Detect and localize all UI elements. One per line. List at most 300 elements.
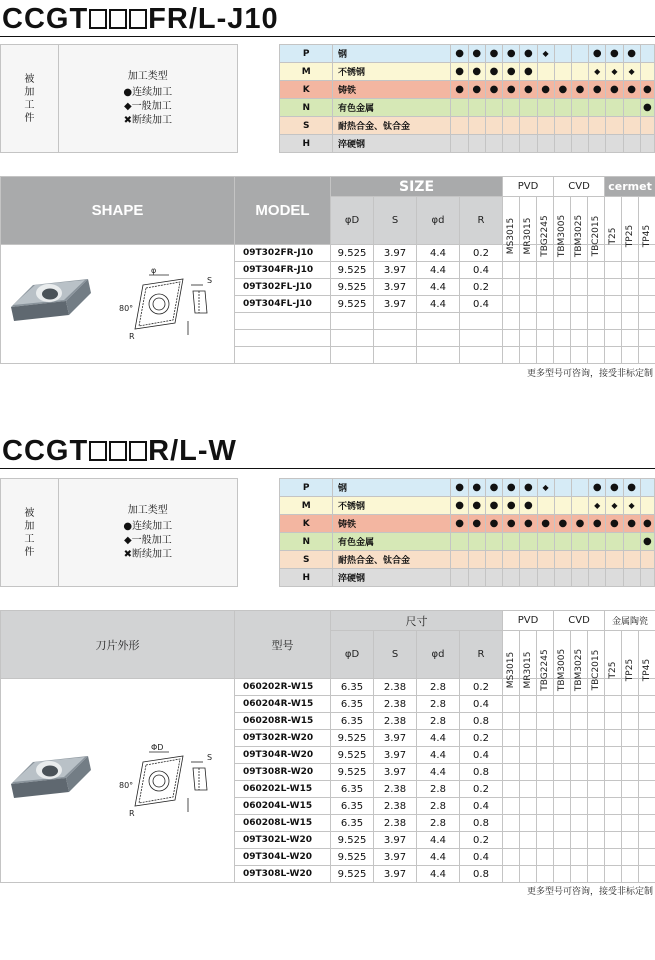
suitability-mark: ● (451, 497, 468, 515)
grade-cell (622, 781, 639, 798)
grade-cell (571, 713, 588, 730)
size-value: 4.4 (417, 764, 460, 781)
suitability-mark: ● (640, 81, 654, 99)
legend-item: ✖断续加工 (123, 114, 172, 126)
size-value: 3.97 (374, 730, 417, 747)
suitability-mark (640, 63, 654, 81)
grade-label: MR3015 (523, 651, 533, 689)
grade-label: T25 (608, 661, 619, 679)
suitability-mark (503, 569, 520, 587)
size-value: 3.97 (374, 866, 417, 883)
grade-cell (571, 279, 588, 296)
custom-note: 更多型号可咨询，接受非标定制 (526, 369, 653, 379)
grade-column-header (622, 631, 639, 682)
suitability-mark (468, 135, 485, 153)
material-code: H (280, 569, 333, 587)
grade-column-header (520, 631, 537, 689)
suitability-mark: ● (589, 479, 606, 497)
suitability-mark (537, 569, 554, 587)
model-code: 09T302FR-J10 (235, 245, 331, 262)
grade-cell (571, 781, 588, 798)
suitability-mark: ● (520, 479, 537, 497)
material-code: M (280, 63, 333, 81)
size-value: 4.4 (417, 832, 460, 849)
grade-label: TBM3005 (557, 214, 568, 258)
suitability-mark: ● (468, 81, 485, 99)
size-value: 3.97 (374, 849, 417, 866)
suitability-mark (589, 569, 606, 587)
grade-cell (588, 262, 605, 279)
size-column-header: R (460, 197, 503, 245)
suitability-mark: ● (640, 99, 654, 117)
cermet-header: 金属陶瓷 (605, 611, 655, 631)
grade-cell (605, 866, 622, 883)
material-name: 淬硬钢 (333, 569, 451, 587)
suitability-mark: ● (485, 479, 502, 497)
size-value (460, 313, 503, 330)
size-value (374, 313, 417, 330)
suitability-mark: ● (554, 81, 571, 99)
grade-cell (622, 262, 639, 279)
grade-cell (554, 832, 571, 849)
dim-label-radius: R (128, 332, 135, 341)
grade-cell (571, 330, 588, 347)
grade-column-header (605, 197, 622, 245)
grade-cell (605, 347, 622, 364)
grade-cell (605, 798, 622, 815)
shape-header: 刀片外形 (1, 611, 235, 679)
material-name: 铸铁 (333, 81, 451, 99)
size-value: 2.8 (417, 798, 460, 815)
title-box (109, 441, 127, 461)
material-row-p (1, 479, 655, 497)
size-value: 2.8 (417, 713, 460, 730)
grade-cell (588, 764, 605, 781)
title-suffix: FR/L-J10 (148, 2, 279, 35)
size-value: 6.35 (331, 713, 374, 730)
material-name: 钢 (333, 45, 451, 63)
suitability-mark (520, 533, 537, 551)
grade-cell (571, 296, 588, 313)
grade-cell (537, 347, 554, 364)
suitability-mark (571, 45, 588, 63)
suitability-mark: ◆ (537, 479, 554, 497)
grade-cell (571, 262, 588, 279)
material-code: N (280, 99, 333, 117)
suitability-mark: ● (640, 533, 654, 551)
suitability-mark (554, 99, 571, 117)
insert-shape-cell (1, 245, 235, 364)
grade-cell (537, 279, 554, 296)
grade-label: MR3015 (523, 217, 534, 255)
grade-cell (622, 730, 639, 747)
grade-cell (639, 781, 655, 798)
machining-title: 加工类型 (127, 504, 168, 516)
size-value (460, 347, 503, 364)
suitability-mark (589, 99, 606, 117)
grade-cell (588, 330, 605, 347)
suitability-mark: ● (468, 515, 485, 533)
product-table (0, 176, 655, 364)
suitability-mark (554, 135, 571, 153)
grade-cell (605, 730, 622, 747)
suitability-mark: ● (503, 479, 520, 497)
grade-cell (554, 747, 571, 764)
suitability-mark (537, 533, 554, 551)
grade-cell (605, 279, 622, 296)
suitability-mark (554, 497, 571, 515)
suitability-mark (606, 569, 623, 587)
grade-cell (639, 330, 655, 347)
grade-column-header (639, 631, 655, 682)
grade-cell (605, 296, 622, 313)
grade-column-header (537, 631, 554, 691)
grade-cell (605, 747, 622, 764)
grade-cell (503, 781, 520, 798)
size-value: 0.2 (460, 832, 503, 849)
dim-label-radius: R (128, 808, 135, 818)
grade-cell (520, 832, 537, 849)
suitability-mark: ● (485, 63, 502, 81)
grade-cell (520, 330, 537, 347)
grade-cell (588, 279, 605, 296)
grade-label: MS3015 (506, 651, 516, 689)
suitability-mark (571, 533, 588, 551)
suitability-mark (623, 117, 640, 135)
suitability-mark (606, 117, 623, 135)
suitability-mark (503, 533, 520, 551)
suitability-mark (589, 135, 606, 153)
material-name: 有色金属 (333, 533, 451, 551)
suitability-mark (571, 569, 588, 587)
title-prefix: CCGT (2, 2, 89, 35)
suitability-mark (451, 99, 468, 117)
grade-label: TBG2245 (540, 215, 551, 257)
size-value: 0.2 (460, 245, 503, 262)
grade-cell (520, 764, 537, 781)
grade-cell (520, 713, 537, 730)
size-value: 2.38 (374, 696, 417, 713)
model-code: 09T304L-W20 (235, 849, 331, 866)
suitability-mark (537, 135, 554, 153)
suitability-mark (503, 551, 520, 569)
suitability-mark: ● (451, 45, 468, 63)
cvd-header: CVD (554, 611, 605, 631)
grade-cell (622, 815, 639, 832)
grade-label: TBM3005 (557, 648, 568, 692)
cvd-header: CVD (554, 177, 605, 197)
suitability-mark: ● (468, 63, 485, 81)
suitability-mark: ● (503, 497, 520, 515)
material-table (0, 44, 655, 153)
size-value: 3.97 (374, 747, 417, 764)
suitability-mark (485, 99, 502, 117)
suitability-mark (451, 135, 468, 153)
size-value: 4.4 (417, 730, 460, 747)
grade-cell (554, 713, 571, 730)
grade-cell (537, 781, 554, 798)
size-value: 6.35 (331, 696, 374, 713)
suitability-mark (520, 551, 537, 569)
suitability-mark (485, 117, 502, 135)
grade-cell (554, 798, 571, 815)
title-prefix: CCGT (2, 434, 89, 467)
suitability-mark: ● (485, 497, 502, 515)
suitability-mark (571, 551, 588, 569)
size-value (374, 330, 417, 347)
suitability-mark (589, 533, 606, 551)
grade-cell (639, 815, 655, 832)
legend-item: ✖断续加工 (123, 548, 172, 560)
suitability-mark: ● (468, 45, 485, 63)
grade-cell (520, 798, 537, 815)
product-table (0, 610, 655, 883)
grade-cell (639, 730, 655, 747)
grade-cell (588, 296, 605, 313)
grade-cell (503, 347, 520, 364)
grade-label: TBM3025 (574, 214, 585, 258)
suitability-mark (468, 551, 485, 569)
grade-cell (554, 296, 571, 313)
size-value: 2.8 (417, 696, 460, 713)
grade-label: TP25 (625, 224, 636, 248)
model-code: 09T304R-W20 (235, 747, 331, 764)
grade-cell (571, 866, 588, 883)
material-name: 耐热合金、钛合金 (333, 117, 451, 135)
grade-cell (639, 747, 655, 764)
suitability-mark: ● (503, 515, 520, 533)
suitability-mark: ● (571, 515, 588, 533)
size-value: 3.97 (374, 279, 417, 296)
grade-cell (639, 798, 655, 815)
size-value: 0.2 (460, 679, 503, 696)
table-gap (237, 479, 280, 587)
model-code: 060202L-W15 (235, 781, 331, 798)
size-value: 9.525 (331, 866, 374, 883)
grade-cell (537, 815, 554, 832)
model-code: 060208R-W15 (235, 713, 331, 730)
grade-cell (554, 849, 571, 866)
size-header: SIZE (331, 177, 503, 197)
grade-cell (588, 832, 605, 849)
grade-cell (503, 279, 520, 296)
size-column-header: φD (331, 197, 374, 245)
custom-note: 更多型号可咨询，接受非标定制 (526, 887, 653, 897)
material-name: 钢 (333, 479, 451, 497)
grade-cell (520, 313, 537, 330)
insert-photo (11, 756, 91, 798)
suitability-mark (451, 533, 468, 551)
suitability-mark (571, 99, 588, 117)
suitability-mark (537, 551, 554, 569)
suitability-mark (520, 569, 537, 587)
grade-cell (639, 866, 655, 883)
grade-cell (520, 849, 537, 866)
grade-cell (520, 866, 537, 883)
grade-label: TP45 (642, 224, 653, 248)
grade-cell (588, 347, 605, 364)
suitability-mark (485, 569, 502, 587)
grade-cell (605, 313, 622, 330)
size-value: 4.4 (417, 866, 460, 883)
grade-cell (571, 815, 588, 832)
suitability-mark (537, 117, 554, 135)
grade-label: TBM3025 (574, 648, 585, 692)
size-value (417, 347, 460, 364)
size-value: 2.38 (374, 679, 417, 696)
suitability-mark: ◆ (589, 497, 606, 515)
size-value: 9.525 (331, 764, 374, 781)
legend-item: ●连续加工 (123, 520, 173, 532)
grade-cell (503, 262, 520, 279)
suitability-mark (623, 135, 640, 153)
grade-cell (571, 696, 588, 713)
suitability-mark (468, 99, 485, 117)
grade-cell (520, 296, 537, 313)
suitability-mark: ● (623, 479, 640, 497)
size-value: 0.8 (460, 815, 503, 832)
suitability-mark (606, 533, 623, 551)
size-value: 0.2 (460, 781, 503, 798)
size-header: 尺寸 (331, 611, 503, 631)
suitability-mark (589, 117, 606, 135)
grade-cell (503, 764, 520, 781)
grade-cell (639, 832, 655, 849)
grade-label: TP25 (625, 658, 636, 682)
title-rule (0, 468, 655, 469)
size-value: 9.525 (331, 747, 374, 764)
product-rows (1, 679, 655, 883)
model-code: 09T308L-W20 (235, 866, 331, 883)
suitability-mark: ● (503, 45, 520, 63)
grade-column-header (588, 197, 605, 257)
grade-cell (554, 313, 571, 330)
grade-cell (622, 764, 639, 781)
suitability-mark: ● (606, 515, 623, 533)
grade-cell (503, 330, 520, 347)
grade-cell (554, 764, 571, 781)
material-code: K (280, 515, 333, 533)
suitability-mark (485, 533, 502, 551)
machining-legend (58, 479, 237, 587)
size-value: 2.8 (417, 815, 460, 832)
suitability-mark (503, 135, 520, 153)
model-code (235, 330, 331, 347)
grade-cell (520, 262, 537, 279)
suitability-mark (537, 63, 554, 81)
suitability-mark (554, 479, 571, 497)
suitability-mark: ● (520, 515, 537, 533)
grade-cell (571, 347, 588, 364)
size-value (460, 330, 503, 347)
grade-column-header (605, 631, 622, 679)
suitability-mark: ● (520, 63, 537, 81)
size-value: 0.4 (460, 296, 503, 313)
grade-cell (503, 696, 520, 713)
grade-cell (639, 313, 655, 330)
grade-cell (520, 730, 537, 747)
title-suffix: R/L-W (148, 434, 237, 467)
material-code: S (280, 117, 333, 135)
legend-item: ◆一般加工 (123, 100, 172, 112)
dim-label-thickness: S (206, 752, 212, 762)
workpiece-label: 被 加 工 件 (1, 479, 59, 587)
grade-cell (639, 347, 655, 364)
dim-label-thickness: S (206, 276, 212, 285)
grade-cell (571, 849, 588, 866)
model-header: 型号 (235, 611, 331, 679)
suitability-mark: ● (640, 515, 654, 533)
suitability-mark: ● (571, 81, 588, 99)
size-value: 0.4 (460, 849, 503, 866)
size-column-header: φd (417, 197, 460, 245)
size-value: 4.4 (417, 245, 460, 262)
grade-cell (571, 798, 588, 815)
size-value (417, 313, 460, 330)
size-column-header: φD (331, 631, 374, 679)
grade-cell (571, 313, 588, 330)
suitability-mark (485, 551, 502, 569)
size-column-header: R (460, 631, 503, 679)
suitability-mark: ● (623, 515, 640, 533)
section-ccgt-r-l-w (0, 432, 655, 902)
suitability-mark (623, 569, 640, 587)
machining-title: 加工类型 (127, 70, 168, 82)
grade-cell (554, 279, 571, 296)
suitability-mark: ● (451, 479, 468, 497)
grade-cell (588, 313, 605, 330)
suitability-mark (485, 135, 502, 153)
size-value: 0.8 (460, 866, 503, 883)
suitability-mark (451, 569, 468, 587)
size-value: 3.97 (374, 262, 417, 279)
grade-label: MS3015 (506, 217, 517, 255)
size-column-header: φd (417, 631, 460, 679)
size-value: 2.8 (417, 781, 460, 798)
suitability-mark (503, 117, 520, 135)
grade-column-header (503, 197, 520, 255)
grade-cell (639, 279, 655, 296)
suitability-mark: ● (485, 515, 502, 533)
suitability-mark: ● (503, 63, 520, 81)
suitability-mark: ● (520, 497, 537, 515)
grade-cell (605, 832, 622, 849)
size-value: 9.525 (331, 849, 374, 866)
model-code: 09T304FL-J10 (235, 296, 331, 313)
suitability-mark: ● (451, 63, 468, 81)
suitability-mark (606, 551, 623, 569)
title-box (129, 9, 147, 29)
grade-cell (622, 747, 639, 764)
size-value (331, 313, 374, 330)
size-value: 2.38 (374, 798, 417, 815)
insert-drawing (1, 732, 234, 830)
suitability-mark (554, 45, 571, 63)
grade-cell (554, 781, 571, 798)
grade-cell (588, 713, 605, 730)
suitability-mark: ● (503, 81, 520, 99)
model-code (235, 347, 331, 364)
grade-cell (503, 849, 520, 866)
insert-shape-cell (1, 679, 235, 883)
size-value: 2.38 (374, 781, 417, 798)
grade-cell (520, 747, 537, 764)
grade-cell (554, 696, 571, 713)
insert-drawing-lines (135, 275, 207, 335)
grade-cell (503, 730, 520, 747)
grade-cell (588, 696, 605, 713)
size-value: 2.38 (374, 713, 417, 730)
